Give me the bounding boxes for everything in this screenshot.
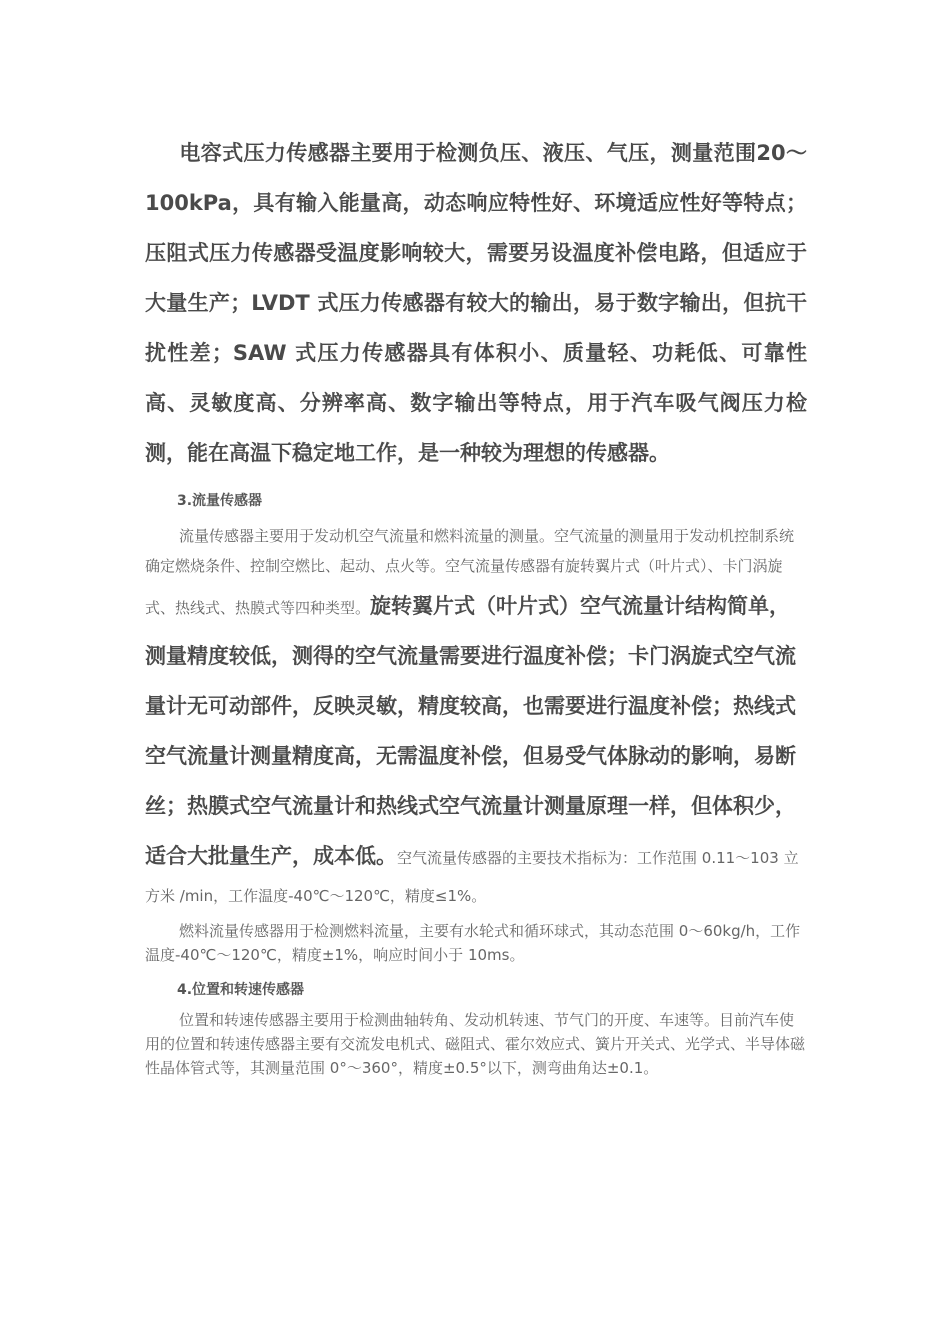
section-heading-flow-sensors: 3.流量传感器 [177,493,263,509]
paragraph-flow-sensors-specs: 空气流量传感器的主要技术指标为：工作范围 0.11～103 立方米 /min，工作温度-40℃～120℃，精度≤1%。 [145,849,799,905]
paragraph-pressure-sensors [145,128,807,478]
paragraph-position-speed [145,1008,807,1080]
document-body [145,128,807,1080]
paragraph-fuel-flow [145,919,807,967]
paragraph-flow-sensors-types: 旋转翼片式（叶片式）空气流量计结构简单，测量精度较低，测得的空气流量需要进行温度补偿；卡门涡旋式空气流量计无可动部件，反映灵敏，精度较高，也需要进行温度补偿；热线式空气流量计测量精度高，无需温度补偿，但易受气体脉动的影响，易断丝；热膜式空气流量计和热线式空气流量计测量原理一样，但体积少，适合大批量生产，成本低。 [145,594,796,868]
paragraph-position-speed-text: 位置和转速传感器主要用于检测曲轴转角、发动机转速、节气门的开度、车速等。目前汽车使用的位置和转速传感器主要有交流发电机式、磁阻式、霍尔效应式、簧片开关式、光学式、半导体磁性晶体管式等，其测量范围 0°～360°，精度±0.5°以下，测弯曲角达±0.1。 [145,1011,806,1077]
section-heading-position-speed: 4.位置和转速传感器 [177,982,305,998]
paragraph-flow-sensors-intro: 流量传感器主要用于发动机空气流量和燃料流量的测量。空气流量的测量用于发动机控制系统确定燃烧条件、控制空燃比、起动、点火等。空气流量传感器有旋转翼片式（叶片式）、卡门涡旋式、热线式、热膜式等四种类型。 [145,527,795,617]
paragraph-flow-sensors [145,521,807,911]
paragraph-pressure-sensors-text: 电容式压力传感器主要用于检测负压、液压、气压，测量范围20～100kPa，具有输入能量高，动态响应特性好、环境适应性好等特点；压阻式压力传感器受温度影响较大，需要另设温度补偿电路，但适应于大量生产；LVDT 式压力传感器有较大的输出，易于数字输出，但抗干扰性差；SAW 式压力传感器具有体积小、质量轻、功耗低、可靠性高、灵敏度高、分辨率高、数字输出等特点，用于汽车吸气阀压力检测，能在高温下稳定地工作，是一种较为理想的传感器。 [145,141,807,465]
paragraph-fuel-flow-text: 燃料流量传感器用于检测燃料流量，主要有水轮式和循环球式，其动态范围 0～60kg/h，工作温度-40℃～120℃，精度±1%，响应时间小于 10ms。 [145,922,801,964]
